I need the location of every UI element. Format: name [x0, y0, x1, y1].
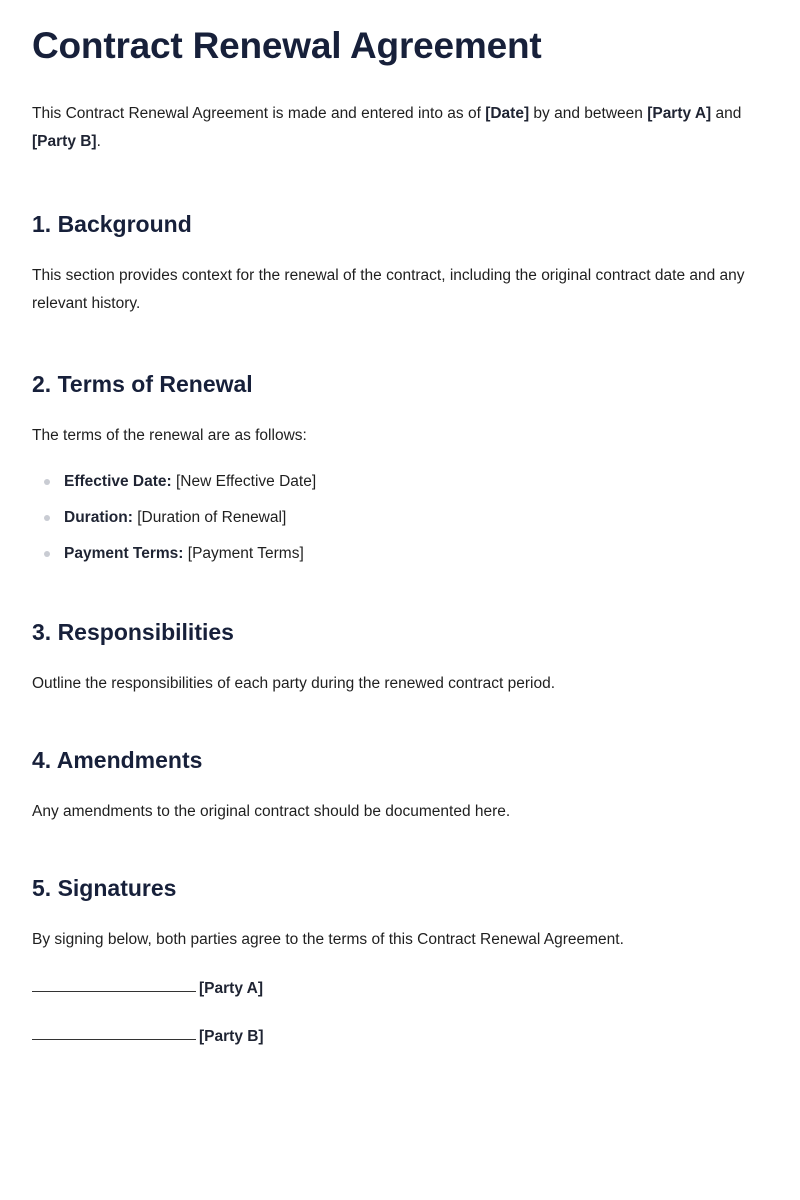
- section-text-amendments: Any amendments to the original contract should be documented here.: [32, 803, 511, 820]
- bullet-icon: [44, 551, 50, 557]
- intro-text-4: .: [96, 133, 101, 150]
- signature-party-b-label: [Party B]: [199, 1028, 264, 1045]
- intro-party-a-placeholder: [Party A]: [647, 105, 712, 122]
- intro-text-3: and: [711, 105, 742, 122]
- term-label: Duration:: [64, 509, 133, 526]
- term-label: Payment Terms:: [64, 545, 184, 562]
- section-heading-amendments: 4. Amendments: [32, 747, 203, 773]
- signature-blank: [32, 975, 196, 992]
- intro-party-b-placeholder: [Party B]: [32, 133, 97, 150]
- term-value: [New Effective Date]: [171, 473, 317, 490]
- section-background: [32, 156, 768, 318]
- section-text-background: This section provides context for the renewal of the contract, including the original contract date and any relevant history.: [32, 267, 745, 312]
- bullet-icon: [44, 515, 50, 521]
- section-text-signatures: By signing below, both parties agree to the terms of this Contract Renewal Agreement.: [32, 931, 624, 948]
- section-heading-terms: 2. Terms of Renewal: [32, 371, 253, 397]
- signature-party-a-label: [Party A]: [199, 980, 264, 997]
- list-item: [32, 542, 768, 566]
- term-value: [Duration of Renewal]: [132, 509, 287, 526]
- intro-text-1: This Contract Renewal Agreement is made and entered into as of: [32, 105, 486, 122]
- signature-blank: [32, 1023, 196, 1040]
- terms-list: [32, 450, 768, 566]
- section-text-terms: The terms of the renewal are as follows:: [32, 427, 307, 444]
- section-signatures: [32, 826, 768, 1048]
- section-heading-background: 1. Background: [32, 211, 192, 237]
- term-value: [Payment Terms]: [183, 545, 304, 562]
- section-amendments: [32, 698, 768, 826]
- section-text-responsibilities: Outline the responsibilities of each party during the renewed contract period.: [32, 675, 555, 692]
- section-responsibilities: [32, 566, 768, 698]
- bullet-icon: [44, 479, 50, 485]
- term-label: Effective Date:: [64, 473, 172, 490]
- list-item: [32, 470, 768, 494]
- signature-line-party-a: [32, 976, 768, 1000]
- document-title: Contract Renewal Agreement: [32, 25, 542, 66]
- intro-date-placeholder: [Date]: [485, 105, 530, 122]
- section-terms: [32, 318, 768, 566]
- list-item: [32, 506, 768, 530]
- intro-paragraph: [32, 68, 768, 156]
- intro-text-2: by and between: [529, 105, 648, 122]
- section-heading-responsibilities: 3. Responsibilities: [32, 619, 234, 645]
- section-heading-signatures: 5. Signatures: [32, 875, 177, 901]
- signature-line-party-b: [32, 1024, 768, 1048]
